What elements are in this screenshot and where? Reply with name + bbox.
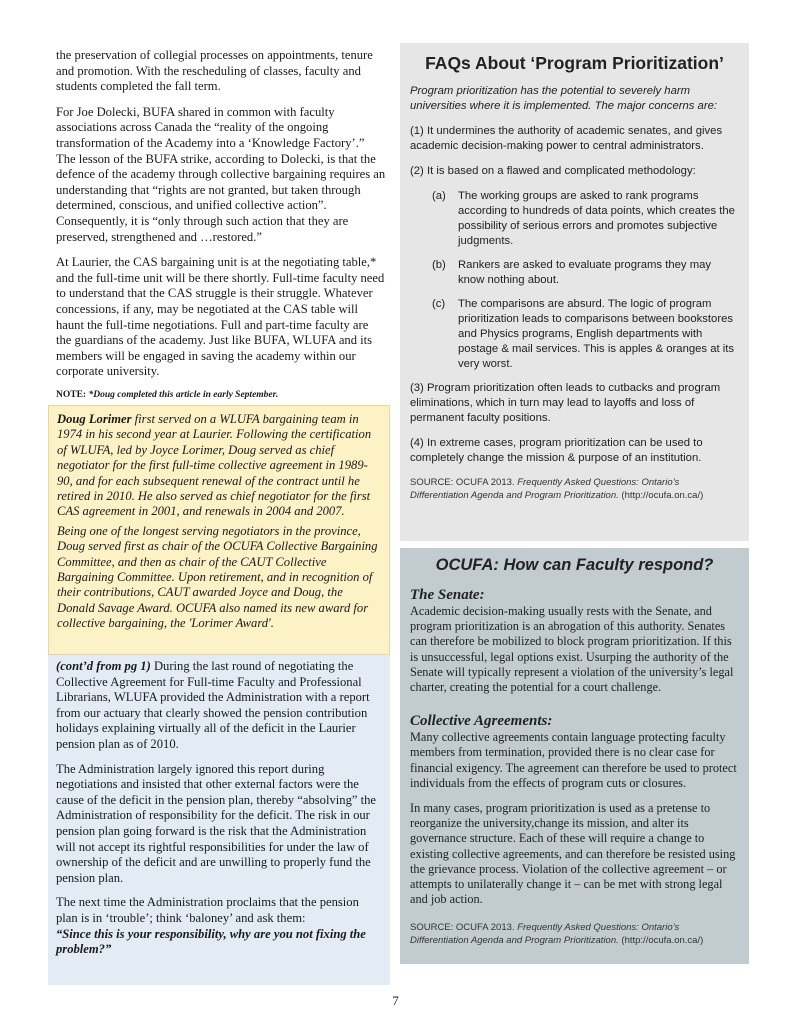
subpoint-text: The working groups are asked to rank programs according to hundreds of data points, which creates the possibility of serious errors and promotes subjective judgments. (458, 190, 735, 247)
senate-heading: The Senate: (410, 587, 485, 603)
author-bio-box (48, 405, 390, 655)
faq-point: (3) Program prioritization often leads to cutbacks and program eliminations, which in turn may lead to layoffs and loss of permanent faculty positions. (410, 382, 721, 424)
faq-subpoint (432, 297, 739, 372)
ca-heading: Collective Agreements: (410, 713, 553, 730)
pension-paragraph (56, 895, 382, 957)
ca-text: Many collective agreements contain language protecting faculty members from termination, provided there is no clear case for financial exigency. The agreement can therefore be used to protect individuals from the effects of program cuts or closures. (410, 730, 737, 790)
note-label: NOTE: (56, 389, 87, 400)
left-column (56, 48, 386, 400)
pension-paragraph (56, 659, 382, 753)
faq-subpoint (432, 189, 739, 249)
pension-question: “Since this is your responsibility, why are you not fixing the problem?” (56, 926, 366, 957)
article-paragraph: At Laurier, the CAS bargaining unit is at the negotiating table,* and the full-time unit will be there shortly. Full-time faculty need to understand that the CAS struggle is their struggle. Whatever concessions, if any, may be negotiated at the CAS table will haunt the full-time negotiations. Full and part-time faculty are the guardians of the academy. Just like BUFA, WLUFA and its members will be engaged in saving the academy within our corporate university. (56, 255, 385, 379)
faq-point: (4) In extreme cases, program prioritization can be used to completely change the mission & purpose of an institution. (410, 437, 703, 464)
subpoint-marker: (c) (432, 298, 446, 310)
source-title: Frequently Asked Questions: Ontario’s Differentiation Agenda and Program Prioritization. (410, 477, 680, 501)
faq-point: (1) It undermines the authority of academic senates, and gives academic decision-making power to central administrators. (410, 125, 723, 152)
faq-title: FAQs About ‘Program Prioritization’ (425, 53, 724, 73)
source-label: SOURCE: OCUFA 2013. (410, 477, 518, 488)
ca-text: In many cases, program prioritization is used as a pretense to reorganize the university,change its mission, and alter its governance structure. Each of these will require a change to existing collective agreements, and can therefore be resisted using the grievance process. Violation of the collective agreement – or attempts to unilaterally change it – can be met with strong legal and job action. (410, 801, 736, 907)
source-url: (http://ocufa.on.ca/) (618, 935, 704, 947)
faq-box (400, 43, 749, 541)
subpoint-text: Rankers are asked to evaluate programs they may know nothing about. (458, 259, 712, 286)
faq-point: (2) It is based on a flawed and complicated methodology: (410, 165, 696, 177)
note-text: *Doug completed this article in early September. (88, 389, 279, 400)
pension-text: During the last round of negotiating the Collective Agreement for Full-time Faculty and Professional Librarians, WLUFA provided the Administration with a report from our actuary that clearly showed the pension contribution holidays explaining virtually all of the deficit in the Laurier pension plan as of 2010. (56, 659, 370, 751)
pension-box (48, 655, 390, 985)
faq-source (410, 476, 739, 502)
respond-box (400, 548, 749, 964)
subpoint-marker: (b) (432, 259, 446, 271)
continued-kicker: (cont’d from pg 1) (56, 659, 151, 673)
source-title: Frequently Asked Questions: Ontario’s Differentiation Agenda and Program Prioritization. (410, 922, 680, 947)
bio-text: first served on a WLUFA bargaining team in 1974 in his second year at Laurier. Following the certification of WLUFA, led by Joyce Lorimer, Doug served as chief negotiator for the first full-time collective agreement in 1989-90, and for each subsequent renewal of the contract until he retired in 2010. He also served as chief negotiator for the first CAS agreement in 2001, and renewals in 2004 and 2007. (57, 412, 372, 519)
respond-source (410, 921, 739, 947)
respond-title: OCUFA: How can Faculty respond? (435, 556, 714, 574)
source-url: (http://ocufa.on.ca/) (618, 490, 704, 501)
article-paragraph: the preservation of collegial processes on appointments, tenure and promotion. With the rescheduling of classes, faculty and students completed the fall term. (56, 48, 373, 94)
article-note (56, 390, 386, 400)
bio-name: Doug Lorimer (57, 412, 132, 426)
bio-paragraph (57, 412, 381, 520)
article-paragraph: For Joe Dolecki, BUFA shared in common with faculty associations across Canada the “reality of the ongoing transformation of the Academy into a ‘Knowledge Factory’.” The lesson of the BUFA strike, according to Dolecki, is that the defence of the academy through collective bargaining requires an understanding that “rights are not granted, but taken through determined, conscious, and unified collective action”. Consequently, it is “only through such action that they are preserved, strengthened and …restored.” (56, 104, 386, 244)
faq-subpoint (432, 258, 739, 288)
source-label: SOURCE: OCUFA 2013. (410, 922, 518, 934)
subpoint-text: The comparisons are absurd. The logic of program prioritization leads to comparisons between bookstores and Physics programs, English departments with postage & mail services. This is apples & oranges at its very worst. (458, 298, 735, 370)
page-number: 7 (392, 993, 399, 1008)
subpoint-marker: (a) (432, 190, 446, 202)
pension-text: The next time the Administration proclaims that the pension plan is in ‘trouble’; think ‘baloney’ and ask them: (56, 895, 359, 925)
bio-paragraph: Being one of the longest serving negotiators in the province, Doug served first as chair of the OCUFA Collective Bargaining Committee, and then as chair of the CAUT Collective Bargaining Committee. Upon retirement, and in recognition of their contributions, CAUT awarded Joyce and Doug, the Donald Savage Award. OCUFA also named its new award for collective bargaining, the 'Lorimer Award'. (57, 523, 378, 631)
pension-paragraph: The Administration largely ignored this report during negotiations and insisted that other external factors were the cause of the deficit in the pension plan, thereby “absolving” the Administration of responsibility for the deficit. The risk in our pension plan going forward is the risk that the Administration will not accept its rightful responsibilities for under the law of ownership of the deficit and are unwilling to properly fund the pension plan. (56, 761, 376, 885)
senate-text: Academic decision-making usually rests with the Senate, and program prioritization is an abrogation of this authority. Senates can therefore be mobilized to block program prioritization. If this is unsuccessful, legal options exist. Usurping the authority of the Senate will typically represent a violation of the university’s legal charter, creating the potential for a court challenge. (410, 604, 734, 695)
faq-intro: Program prioritization has the potential to severely harm universities where it is implemented. The major concerns are: (410, 85, 718, 112)
